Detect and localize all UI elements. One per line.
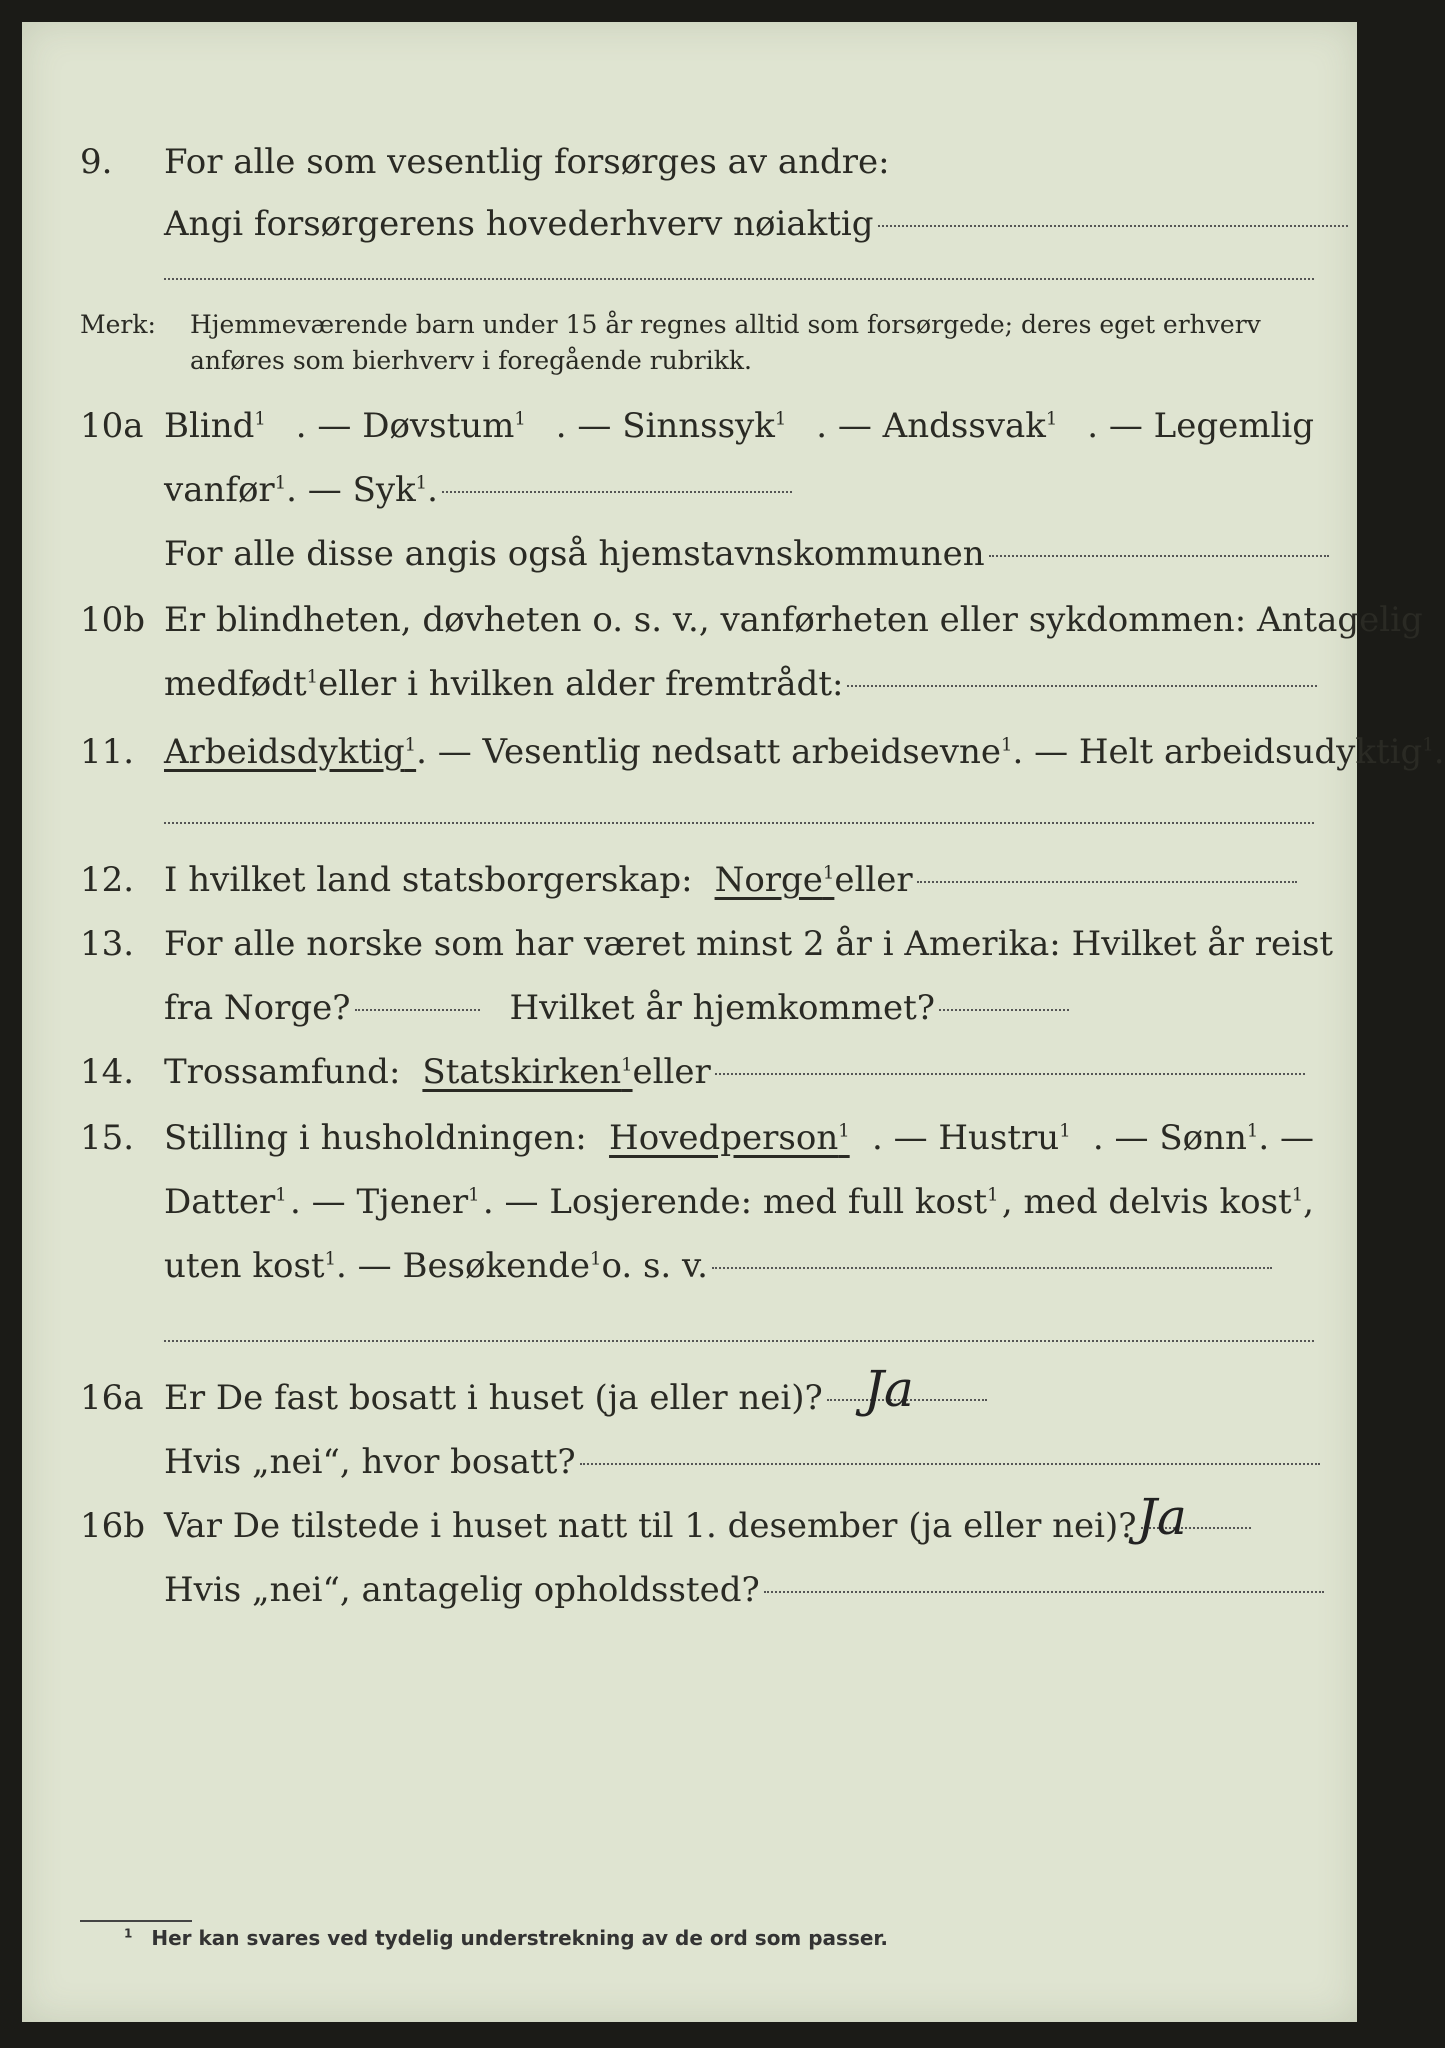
q16a-question: Er De fast bosatt i huset (ja eller nei)? <box>164 1378 823 1418</box>
q13-hjemkommet-field[interactable] <box>939 1009 1069 1011</box>
q12-question: I hvilket land statsborgerskap: <box>164 860 693 900</box>
q10a-hjemstavn-field[interactable] <box>989 555 1329 557</box>
q12-eller: eller <box>834 860 913 900</box>
q14-question: Trossamfund: <box>164 1052 401 1092</box>
census-form-page <box>22 22 1445 2022</box>
option-statskirken[interactable]: Statskirken$^1$ <box>422 1052 633 1092</box>
q14-answer-field[interactable] <box>715 1073 1305 1075</box>
q16a-handwritten-answer: Ja <box>864 1360 914 1418</box>
footnote-rule <box>80 1920 192 1922</box>
option-medfodt[interactable]: medfødt$^1$ <box>164 664 319 704</box>
q10b-answer-field[interactable] <box>847 685 1317 687</box>
option-nedsatt-arbeidsevne[interactable]: . — Vesentlig nedsatt arbeidsevne$^1$ <box>416 732 1013 772</box>
q9-label: Angi forsørgerens hovederhverv nøiaktig <box>164 204 874 244</box>
option-blind[interactable]: Blind$^1$ <box>164 406 266 446</box>
option-tjener[interactable]: . — Tjener$^1$ <box>290 1182 480 1222</box>
option-sinnssyk[interactable]: . — Sinnssyk$^1$ <box>555 406 787 446</box>
option-arbeidsdyktig[interactable]: Arbeidsdyktig$^1$ <box>164 732 417 772</box>
q12-number: 12. <box>80 860 135 900</box>
q15-answer-field[interactable] <box>712 1267 1272 1269</box>
q10b-alder-label: eller i hvilken alder fremtrådt: <box>318 664 844 704</box>
q10b-question: Er blindheten, døvheten o. s. v., vanførheten eller sykdommen: Antagelig <box>164 600 1423 640</box>
q9-question: For alle som vesentlig forsørges av andre: <box>164 142 890 182</box>
option-full-kost[interactable]: . — Losjerende: med full kost$^1$ <box>482 1182 999 1222</box>
q15-extra-answer-line[interactable] <box>164 1340 1314 1342</box>
merk-line2: anføres som bierhverv i foregående rubrikk. <box>190 346 752 375</box>
option-dovstum[interactable]: . — Døvstum$^1$ <box>295 406 526 446</box>
option-andssvak[interactable]: . — Andssvak$^1$ <box>816 406 1058 446</box>
footnote-text: Her kan svares ved tydelig understrekning av de ord som passer. <box>151 1926 889 1950</box>
q14-number: 14. <box>80 1052 135 1092</box>
q15-number: 15. <box>80 1118 135 1158</box>
q9-extra-answer-line[interactable] <box>164 278 1314 280</box>
q10a-hjemstavn-label: For alle disse angis også hjemstavnskommunen <box>164 534 985 574</box>
option-arbeidsudyktig[interactable]: . — Helt arbeidsudyktig$^1$. <box>1012 732 1445 772</box>
option-uten-kost[interactable]: uten kost$^1$ <box>164 1246 337 1286</box>
merk-line1: Hjemmeværende barn under 15 år regnes alltid som forsørgede; deres eget erhverv <box>190 310 1261 339</box>
q16a-bosatt-label: Hvis „nei“, hvor bosatt? <box>164 1442 576 1482</box>
q16a-number: 16a <box>80 1378 144 1418</box>
q13-hjemkommet-label: Hvilket år hjemkommet? <box>509 988 936 1028</box>
q11-answer-line[interactable] <box>164 822 1314 824</box>
q12-answer-field[interactable] <box>917 881 1297 883</box>
option-sonn[interactable]: . — Sønn$^1$. — <box>1092 1118 1314 1158</box>
footnote-mark: 1 <box>124 1926 133 1941</box>
q10b-number: 10b <box>80 600 146 640</box>
option-hustru[interactable]: . — Hustru$^1$ <box>871 1118 1071 1158</box>
q14-eller: eller <box>632 1052 711 1092</box>
q13-question: For alle norske som har været minst 2 år i Amerika: Hvilket år reist <box>164 924 1334 964</box>
option-datter[interactable]: Datter$^1$ <box>164 1182 287 1222</box>
q13-reist-label: fra Norge? <box>164 988 351 1028</box>
footnote <box>124 1926 888 1950</box>
q9-answer-field[interactable] <box>878 225 1348 227</box>
q10a-syk-answer-field[interactable] <box>442 491 792 493</box>
q10a-number: 10a <box>80 406 144 446</box>
q16b-opholdssted-label: Hvis „nei“, antagelig opholdssted? <box>164 1570 760 1610</box>
option-hovedperson[interactable]: Hovedperson$^1$ <box>609 1118 850 1158</box>
q13-number: 13. <box>80 924 135 964</box>
q15-osv: o. s. v. <box>601 1246 708 1286</box>
option-delvis-kost[interactable]: , med delvis kost$^1$, <box>1001 1182 1314 1222</box>
q13-reist-field[interactable] <box>355 1009 480 1011</box>
option-legemlig[interactable]: . — Legemlig <box>1087 406 1314 446</box>
q16b-opholdssted-field[interactable] <box>764 1591 1324 1593</box>
q16a-bosatt-field[interactable] <box>580 1463 1320 1465</box>
option-syk[interactable]: . — Syk$^1$. <box>286 470 438 510</box>
merk-label: Merk: <box>80 310 156 339</box>
option-vanfor[interactable]: vanfør$^1$ <box>164 470 287 510</box>
option-besokende[interactable]: . — Besøkende$^1$ <box>336 1246 602 1286</box>
option-norge[interactable]: Norge$^1$ <box>714 860 835 900</box>
q15-question: Stilling i husholdningen: <box>164 1118 587 1158</box>
q9-number: 9. <box>80 142 113 182</box>
q11-number: 11. <box>80 732 135 772</box>
q16b-number: 16b <box>80 1506 146 1546</box>
q16b-question: Var De tilstede i huset natt til 1. desember (ja eller nei)? <box>164 1506 1137 1546</box>
q16b-handwritten-answer: Ja <box>1137 1488 1187 1546</box>
